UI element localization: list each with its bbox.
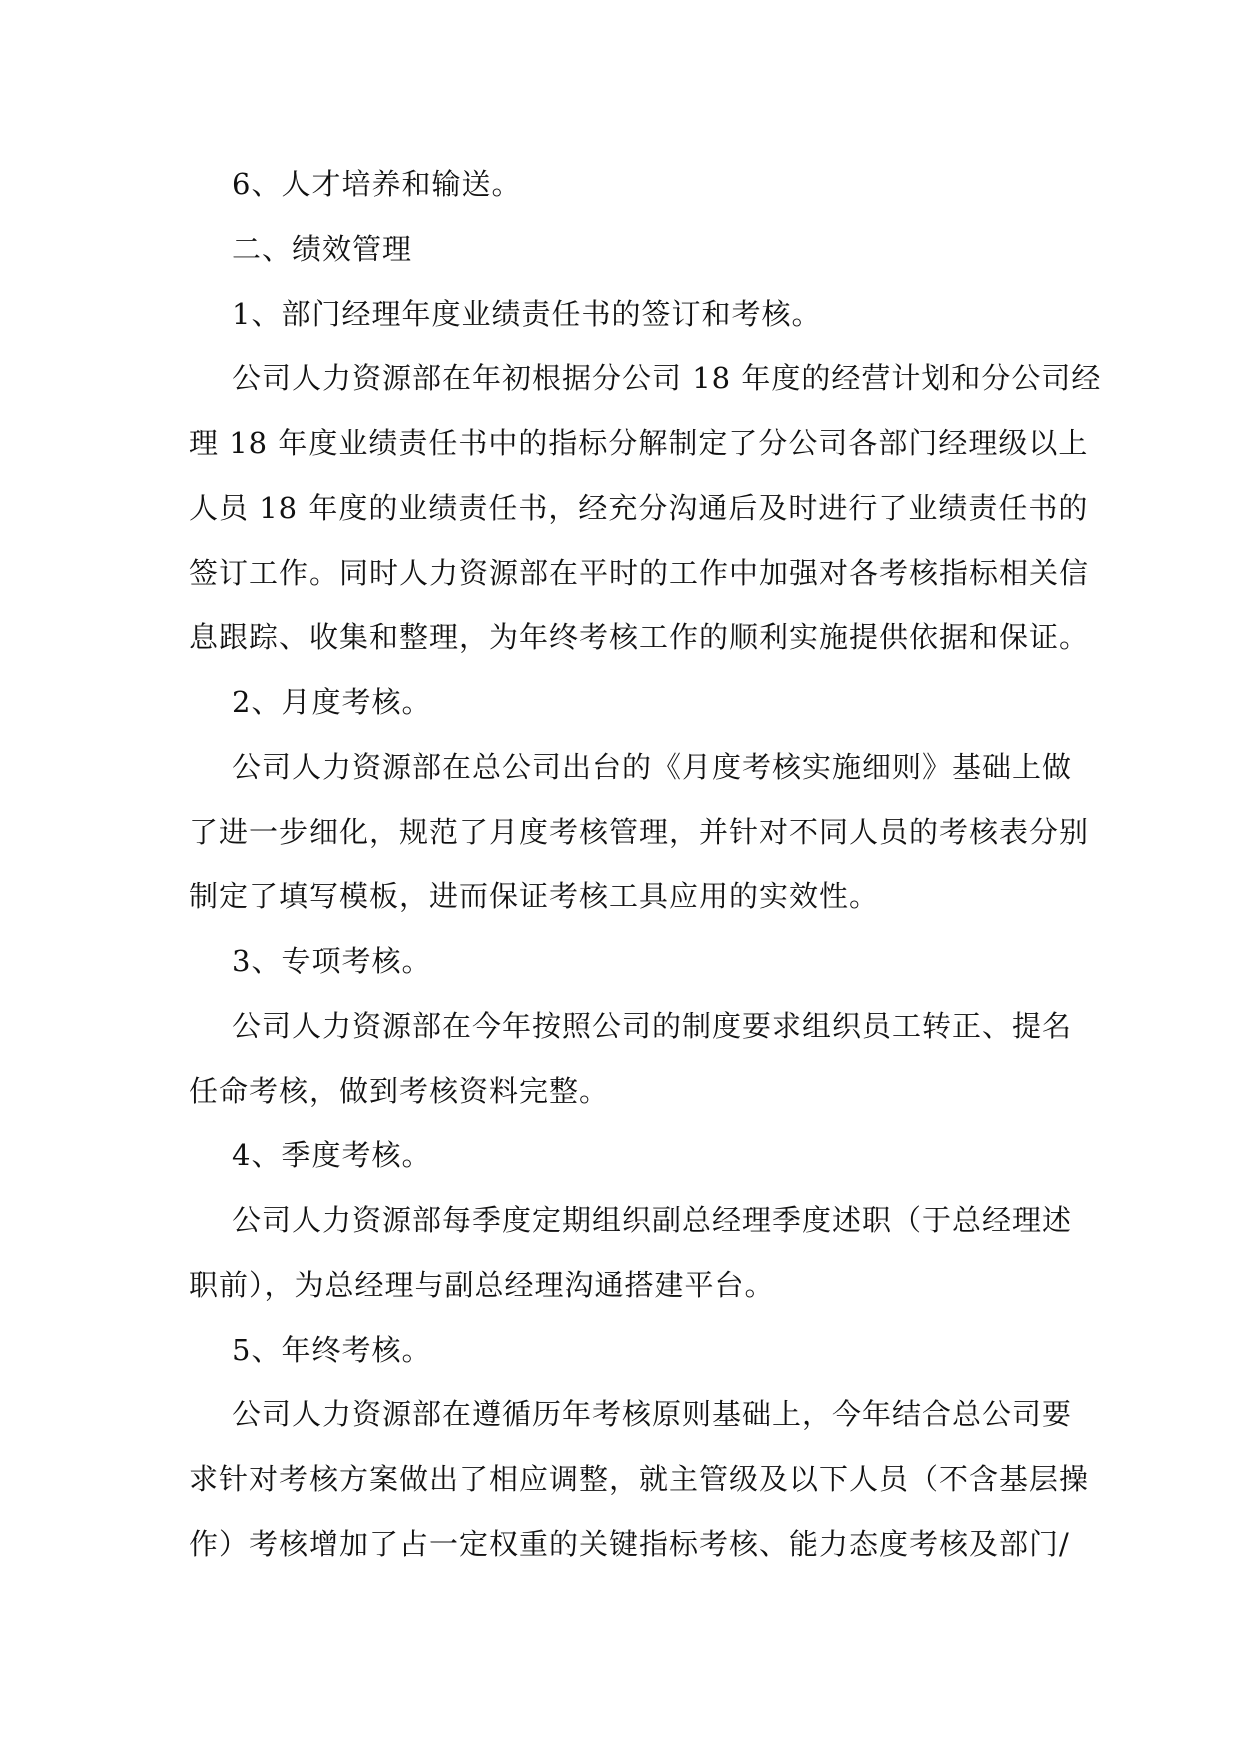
paragraph-line: 签订工作。同时人力资源部在平时的工作中加强对各考核指标相关信 [189,556,1090,590]
paragraph-line: 公司人力资源部每季度定期组织副总经理季度述职（于总经理述 [232,1203,1073,1237]
paragraph-line: 求针对考核方案做出了相应调整，就主管级及以下人员（不含基层操 [189,1462,1090,1496]
list-item-talent-training: 6、人才培养和输送。 [232,167,522,201]
paragraph-line: 公司人力资源部在总公司出台的《月度考核实施细则》基础上做 [232,750,1073,784]
subheading-quarterly-review: 4、季度考核。 [232,1138,432,1172]
subheading-special-review: 3、专项考核。 [232,944,432,978]
subheading-monthly-review: 2、月度考核。 [232,685,432,719]
paragraph-line: 公司人力资源部在年初根据分公司 18 年度的经营计划和分公司经 [232,361,1102,395]
paragraph-line: 任命考核，做到考核资料完整。 [189,1074,610,1108]
subheading-responsibility-letter: 1、部门经理年度业绩责任书的签订和考核。 [232,297,822,331]
paragraph-line: 作）考核增加了占一定权重的关键指标考核、能力态度考核及部门/ [189,1527,1070,1561]
subheading-annual-review: 5、年终考核。 [232,1333,432,1367]
paragraph-line: 职前），为总经理与副总经理沟通搭建平台。 [189,1268,775,1302]
paragraph-line: 人员 18 年度的业绩责任书，经充分沟通后及时进行了业绩责任书的 [189,491,1089,525]
section-heading-performance: 二、绩效管理 [232,232,413,266]
paragraph-line: 制定了填写模板，进而保证考核工具应用的实效性。 [189,879,880,913]
paragraph-line: 公司人力资源部在今年按照公司的制度要求组织员工转正、提名 [232,1009,1073,1043]
paragraph-line: 理 18 年度业绩责任书中的指标分解制定了分公司各部门经理级以上 [189,426,1089,460]
paragraph-line: 公司人力资源部在遵循历年考核原则基础上，今年结合总公司要 [232,1397,1073,1431]
paragraph-line: 了进一步细化，规范了月度考核管理，并针对不同人员的考核表分别 [189,815,1090,849]
paragraph-line: 息跟踪、收集和整理，为年终考核工作的顺利实施提供依据和保证。 [189,620,1090,654]
